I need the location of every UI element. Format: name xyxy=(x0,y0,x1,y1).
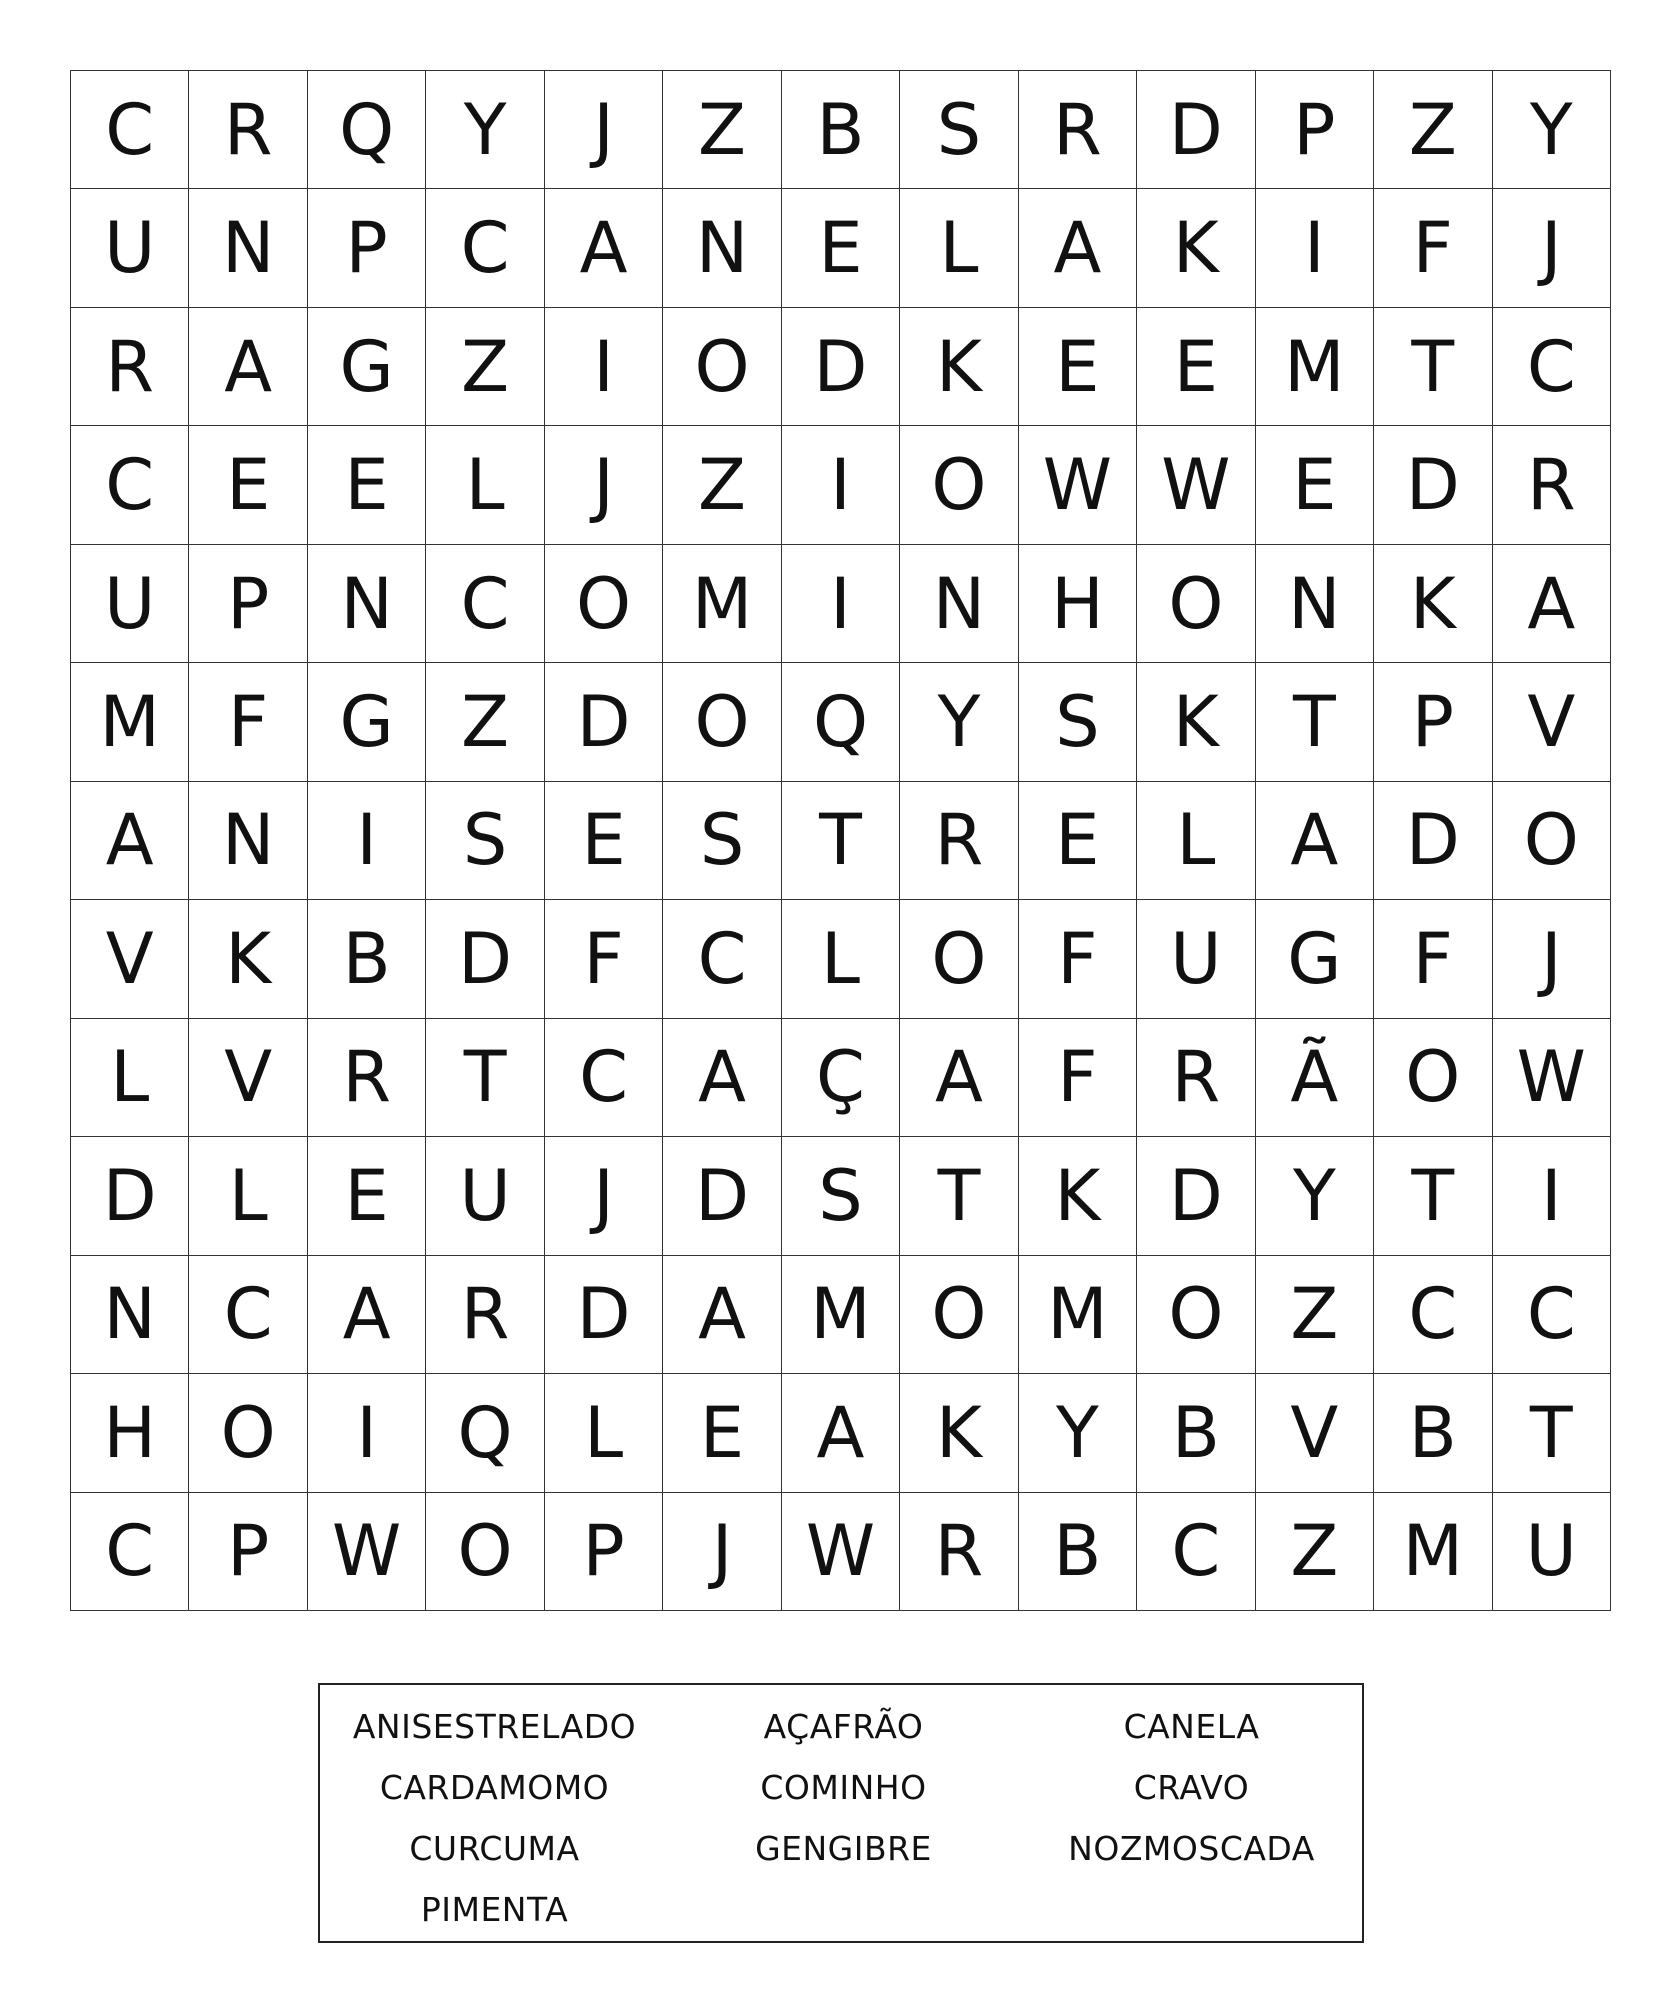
grid-cell[interactable]: V xyxy=(1256,1374,1374,1492)
grid-cell[interactable]: Q xyxy=(308,71,426,189)
grid-cell[interactable]: A xyxy=(782,1374,900,1492)
grid-cell[interactable]: Y xyxy=(426,71,544,189)
word-list-item: AÇAFRÃO xyxy=(763,1707,924,1746)
grid-cell[interactable]: T xyxy=(1374,1137,1492,1255)
grid-cell[interactable]: W xyxy=(1137,426,1255,544)
grid-cell[interactable]: K xyxy=(900,308,1018,426)
grid-cell[interactable]: E xyxy=(1137,308,1255,426)
grid-cell[interactable]: E xyxy=(782,189,900,307)
grid-cell[interactable]: D xyxy=(663,1137,781,1255)
grid-cell[interactable]: P xyxy=(1256,71,1374,189)
word-list-box xyxy=(318,1683,1364,1943)
grid-cell[interactable]: C xyxy=(1493,308,1611,426)
grid-cell[interactable]: N xyxy=(1256,545,1374,663)
grid-cell[interactable]: D xyxy=(1374,782,1492,900)
grid-cell[interactable]: V xyxy=(71,900,189,1018)
grid-cell[interactable]: E xyxy=(308,426,426,544)
grid-cell[interactable]: S xyxy=(900,71,1018,189)
grid-cell[interactable]: Y xyxy=(900,663,1018,781)
grid-cell[interactable]: F xyxy=(1374,900,1492,1018)
grid-cell[interactable]: O xyxy=(1493,782,1611,900)
grid-cell[interactable]: O xyxy=(1137,545,1255,663)
grid-cell[interactable]: R xyxy=(1019,71,1137,189)
grid-cell[interactable]: A xyxy=(545,189,663,307)
grid-cell[interactable]: B xyxy=(1019,1493,1137,1611)
grid-cell[interactable]: L xyxy=(545,1374,663,1492)
grid-cell[interactable]: Z xyxy=(1256,1256,1374,1374)
grid-cell[interactable]: T xyxy=(1493,1374,1611,1492)
grid-cell[interactable]: R xyxy=(1137,1019,1255,1137)
grid-cell[interactable]: L xyxy=(71,1019,189,1137)
grid-cell[interactable]: C xyxy=(71,426,189,544)
grid-cell[interactable]: Ã xyxy=(1256,1019,1374,1137)
grid-cell[interactable]: P xyxy=(1374,663,1492,781)
grid-cell[interactable]: W xyxy=(782,1493,900,1611)
grid-cell[interactable]: F xyxy=(1374,189,1492,307)
grid-cell[interactable]: A xyxy=(71,782,189,900)
grid-cell[interactable]: W xyxy=(1493,1019,1611,1137)
grid-cell[interactable]: I xyxy=(308,1374,426,1492)
grid-cell[interactable]: F xyxy=(189,663,307,781)
grid-cell[interactable]: R xyxy=(189,71,307,189)
grid-cell[interactable]: Y xyxy=(1256,1137,1374,1255)
grid-cell[interactable]: L xyxy=(426,426,544,544)
grid-cell[interactable]: A xyxy=(189,308,307,426)
grid-cell[interactable]: A xyxy=(1493,545,1611,663)
grid-cell[interactable]: F xyxy=(1019,900,1137,1018)
grid-cell[interactable]: C xyxy=(1493,1256,1611,1374)
grid-cell[interactable]: V xyxy=(189,1019,307,1137)
grid-cell[interactable]: D xyxy=(1137,1137,1255,1255)
grid-cell[interactable]: P xyxy=(308,189,426,307)
grid-cell[interactable]: J xyxy=(545,1137,663,1255)
grid-cell[interactable]: V xyxy=(1493,663,1611,781)
grid-cell[interactable]: Z xyxy=(1374,71,1492,189)
grid-cell[interactable]: M xyxy=(1019,1256,1137,1374)
grid-cell[interactable]: S xyxy=(1019,663,1137,781)
grid-cell[interactable]: C xyxy=(1137,1493,1255,1611)
grid-cell[interactable]: E xyxy=(1256,426,1374,544)
grid-cell[interactable]: M xyxy=(71,663,189,781)
grid-cell[interactable]: N xyxy=(71,1256,189,1374)
grid-cell[interactable]: N xyxy=(663,189,781,307)
grid-cell[interactable]: O xyxy=(189,1374,307,1492)
grid-cell[interactable]: K xyxy=(1137,663,1255,781)
grid-cell[interactable]: P xyxy=(189,545,307,663)
grid-cell[interactable]: T xyxy=(1256,663,1374,781)
grid-cell[interactable]: N xyxy=(900,545,1018,663)
grid-cell[interactable]: J xyxy=(1493,189,1611,307)
grid-cell[interactable]: E xyxy=(1019,782,1137,900)
grid-cell[interactable]: U xyxy=(426,1137,544,1255)
grid-cell[interactable]: Z xyxy=(1256,1493,1374,1611)
grid-cell[interactable]: C xyxy=(71,71,189,189)
grid-cell[interactable]: C xyxy=(1374,1256,1492,1374)
grid-cell[interactable]: K xyxy=(900,1374,1018,1492)
grid-cell[interactable]: M xyxy=(1374,1493,1492,1611)
grid-cell[interactable]: C xyxy=(663,900,781,1018)
grid-cell[interactable]: L xyxy=(189,1137,307,1255)
grid-cell[interactable]: U xyxy=(71,189,189,307)
word-search-grid xyxy=(70,70,1611,1611)
grid-cell[interactable]: P xyxy=(189,1493,307,1611)
grid-cell[interactable]: Ç xyxy=(782,1019,900,1137)
grid-cell[interactable]: K xyxy=(1019,1137,1137,1255)
grid-cell[interactable]: S xyxy=(426,782,544,900)
grid-cell[interactable]: I xyxy=(1256,189,1374,307)
grid-cell[interactable]: O xyxy=(900,900,1018,1018)
grid-cell[interactable]: B xyxy=(308,900,426,1018)
word-list-item: PIMENTA xyxy=(420,1890,569,1929)
grid-cell[interactable]: B xyxy=(1137,1374,1255,1492)
grid-cell[interactable]: I xyxy=(545,308,663,426)
grid-cell[interactable]: S xyxy=(663,782,781,900)
grid-cell[interactable]: L xyxy=(900,189,1018,307)
grid-cell[interactable]: D xyxy=(545,1256,663,1374)
grid-cell[interactable]: I xyxy=(782,426,900,544)
grid-cell[interactable]: J xyxy=(663,1493,781,1611)
grid-cell[interactable]: E xyxy=(308,1137,426,1255)
grid-cell[interactable]: Q xyxy=(782,663,900,781)
grid-cell[interactable]: C xyxy=(545,1019,663,1137)
grid-cell[interactable]: D xyxy=(426,900,544,1018)
grid-cell[interactable]: D xyxy=(1374,426,1492,544)
grid-cell[interactable]: J xyxy=(1493,900,1611,1018)
grid-cell[interactable]: U xyxy=(1493,1493,1611,1611)
grid-cell[interactable]: F xyxy=(545,900,663,1018)
grid-cell[interactable]: O xyxy=(1374,1019,1492,1137)
grid-cell[interactable]: O xyxy=(1137,1256,1255,1374)
grid-cell[interactable]: B xyxy=(782,71,900,189)
grid-cell[interactable]: G xyxy=(308,663,426,781)
grid-cell[interactable]: T xyxy=(900,1137,1018,1255)
grid-cell[interactable]: O xyxy=(545,545,663,663)
grid-cell[interactable]: D xyxy=(782,308,900,426)
grid-cell[interactable]: S xyxy=(782,1137,900,1255)
grid-cell[interactable]: Y xyxy=(1019,1374,1137,1492)
grid-cell[interactable]: A xyxy=(1019,189,1137,307)
grid-cell[interactable]: Z xyxy=(663,426,781,544)
grid-cell[interactable]: F xyxy=(1019,1019,1137,1137)
grid-cell[interactable]: E xyxy=(189,426,307,544)
grid-cell[interactable]: J xyxy=(545,426,663,544)
grid-cell[interactable]: A xyxy=(308,1256,426,1374)
word-list-item: ANISESTRELADO xyxy=(352,1707,637,1746)
grid-cell[interactable]: Z xyxy=(663,71,781,189)
word-list-item: CARDAMOMO xyxy=(379,1768,610,1807)
grid-cell[interactable]: T xyxy=(1374,308,1492,426)
grid-cell[interactable]: E xyxy=(1019,308,1137,426)
grid-cell[interactable]: I xyxy=(782,545,900,663)
grid-cell[interactable]: K xyxy=(1374,545,1492,663)
grid-cell[interactable]: C xyxy=(426,545,544,663)
grid-cell[interactable]: U xyxy=(1137,900,1255,1018)
grid-cell[interactable]: O xyxy=(900,1256,1018,1374)
grid-cell[interactable]: O xyxy=(426,1493,544,1611)
grid-cell[interactable]: R xyxy=(1493,426,1611,544)
grid-cell[interactable]: M xyxy=(782,1256,900,1374)
grid-cell[interactable]: O xyxy=(663,663,781,781)
grid-cell[interactable]: I xyxy=(308,782,426,900)
grid-cell[interactable]: I xyxy=(1493,1137,1611,1255)
grid-cell[interactable]: R xyxy=(308,1019,426,1137)
word-list-item: CRAVO xyxy=(1133,1768,1250,1807)
grid-cell[interactable]: K xyxy=(189,900,307,1018)
grid-cell[interactable]: P xyxy=(545,1493,663,1611)
grid-cell[interactable]: A xyxy=(663,1019,781,1137)
grid-cell[interactable]: Z xyxy=(426,663,544,781)
grid-cell[interactable]: N xyxy=(308,545,426,663)
grid-cell[interactable]: C xyxy=(71,1493,189,1611)
grid-cell[interactable]: M xyxy=(663,545,781,663)
grid-cell[interactable]: G xyxy=(1256,900,1374,1018)
grid-cell[interactable]: E xyxy=(663,1374,781,1492)
grid-cell[interactable]: E xyxy=(545,782,663,900)
grid-cell[interactable]: N xyxy=(189,189,307,307)
grid-cell[interactable]: Q xyxy=(426,1374,544,1492)
grid-cell[interactable]: J xyxy=(545,71,663,189)
grid-cell[interactable]: R xyxy=(900,1493,1018,1611)
grid-cell[interactable]: D xyxy=(1137,71,1255,189)
grid-cell[interactable]: A xyxy=(663,1256,781,1374)
grid-cell[interactable]: R xyxy=(900,782,1018,900)
word-list-item: COMINHO xyxy=(760,1768,927,1807)
grid-cell[interactable]: L xyxy=(782,900,900,1018)
grid-cell[interactable]: O xyxy=(900,426,1018,544)
grid-cell[interactable]: O xyxy=(663,308,781,426)
grid-cell[interactable]: C xyxy=(426,189,544,307)
word-list-item: GENGIBRE xyxy=(755,1829,932,1868)
grid-cell[interactable]: R xyxy=(426,1256,544,1374)
grid-cell[interactable]: A xyxy=(900,1019,1018,1137)
grid-cell[interactable]: Y xyxy=(1493,71,1611,189)
grid-cell[interactable]: G xyxy=(308,308,426,426)
word-list-item: CANELA xyxy=(1123,1707,1260,1746)
grid-cell[interactable]: B xyxy=(1374,1374,1492,1492)
grid-cell[interactable]: D xyxy=(545,663,663,781)
word-list-item: NOZMOSCADA xyxy=(1068,1829,1315,1868)
grid-cell[interactable]: W xyxy=(308,1493,426,1611)
word-list-item: CURCUMA xyxy=(409,1829,580,1868)
grid-cell[interactable]: T xyxy=(782,782,900,900)
grid-cell[interactable]: N xyxy=(189,782,307,900)
grid-cell[interactable]: R xyxy=(71,308,189,426)
grid-cell[interactable]: C xyxy=(189,1256,307,1374)
grid-cell[interactable]: K xyxy=(1137,189,1255,307)
grid-cell[interactable]: Z xyxy=(426,308,544,426)
grid-cell[interactable]: A xyxy=(1256,782,1374,900)
grid-cell[interactable]: H xyxy=(71,1374,189,1492)
grid-cell[interactable]: D xyxy=(71,1137,189,1255)
grid-cell[interactable]: W xyxy=(1019,426,1137,544)
grid-cell[interactable]: U xyxy=(71,545,189,663)
grid-cell[interactable]: M xyxy=(1256,308,1374,426)
grid-cell[interactable]: H xyxy=(1019,545,1137,663)
grid-cell[interactable]: T xyxy=(426,1019,544,1137)
grid-cell[interactable]: L xyxy=(1137,782,1255,900)
